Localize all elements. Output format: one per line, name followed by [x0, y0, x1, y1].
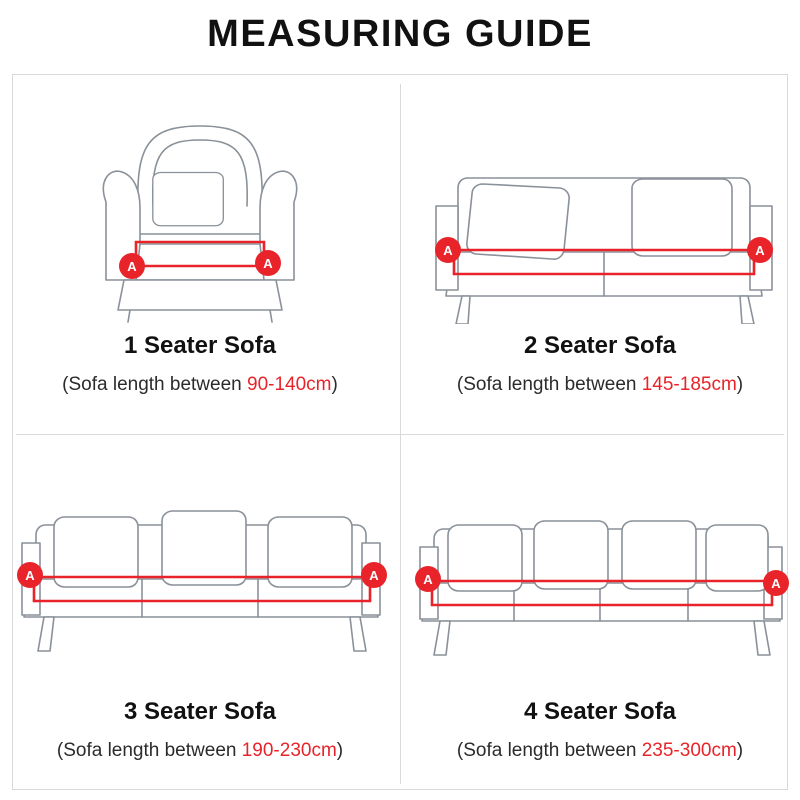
svg-text:A: A — [369, 568, 379, 583]
sofa-card-three-seater — [0, 434, 400, 800]
sofa-illustration-one-seater — [0, 78, 400, 330]
page-header — [0, 0, 800, 68]
caption-suffix: ) — [736, 740, 744, 761]
sofa-illustration-three-seater — [0, 444, 400, 696]
measure-marker — [17, 562, 43, 588]
measure-marker — [361, 562, 387, 588]
sofa-illustration-four-seater — [400, 444, 800, 696]
svg-text:A: A — [755, 243, 765, 258]
caption-suffix: ) — [336, 740, 344, 761]
measure-marker — [763, 570, 789, 596]
measure-marker — [119, 253, 145, 279]
page-title: MEASURING GUIDE — [207, 12, 593, 55]
caption-prefix: (Sofa length between — [456, 374, 642, 395]
sofa-size-grid — [0, 68, 800, 800]
svg-text:A: A — [423, 572, 433, 587]
sofa-title-one-seater: 1 Seater Sofa — [123, 332, 277, 359]
sofa-title-two-seater: 2 Seater Sofa — [523, 332, 677, 359]
sofa-length-caption-three-seater — [57, 740, 343, 762]
measure-marker — [255, 250, 281, 276]
sofa-illustration-two-seater — [400, 78, 800, 330]
svg-text:A: A — [263, 256, 273, 271]
caption-suffix: ) — [736, 374, 744, 395]
measure-marker — [435, 237, 461, 263]
svg-text:A: A — [443, 243, 453, 258]
measure-marker — [415, 566, 441, 592]
length-range: 190-230cm — [241, 740, 337, 761]
sofa-title-four-seater: 4 Seater Sofa — [523, 698, 677, 725]
svg-text:A: A — [25, 568, 35, 583]
length-range: 235-300cm — [641, 740, 737, 761]
caption-prefix: (Sofa length between — [56, 740, 242, 761]
sofa-card-one-seater — [0, 68, 400, 434]
sofa-card-four-seater — [400, 434, 800, 800]
measure-marker — [747, 237, 773, 263]
caption-suffix: ) — [331, 374, 338, 395]
sofa-title-three-seater: 3 Seater Sofa — [123, 698, 277, 725]
caption-prefix: (Sofa length between — [62, 374, 248, 395]
sofa-length-caption-four-seater — [457, 740, 743, 762]
sofa-card-two-seater — [400, 68, 800, 434]
sofa-length-caption-two-seater — [457, 374, 743, 396]
length-range: 145-185cm — [641, 374, 737, 395]
caption-prefix: (Sofa length between — [456, 740, 642, 761]
length-range: 90-140cm — [247, 374, 332, 395]
svg-text:A: A — [771, 576, 781, 591]
svg-text:A: A — [127, 259, 137, 274]
sofa-length-caption-one-seater — [62, 374, 338, 396]
